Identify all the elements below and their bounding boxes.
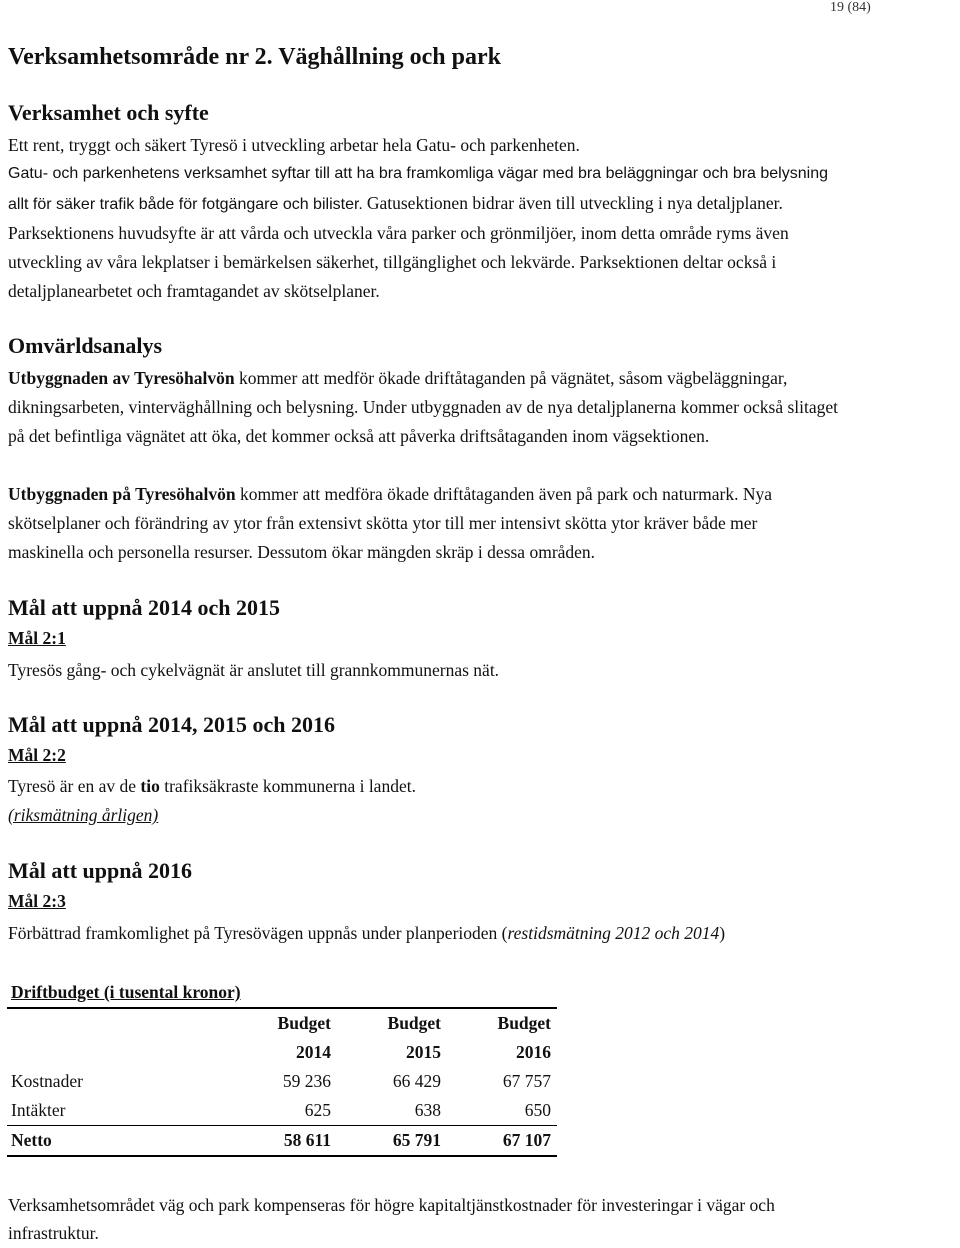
text-span: allt för säker trafik både för fotgängare och bilister.	[8, 196, 363, 213]
table-header-cell: Budget	[497, 1013, 551, 1033]
paragraph-line: på det befintliga vägnätet att öka, det kommer också att påverka driftsåtaganden inom vägsektionen.	[8, 426, 710, 446]
goal-heading: Mål att uppnå 2014 och 2015	[8, 595, 280, 620]
table-row	[7, 1096, 557, 1126]
bold-span: tio	[140, 776, 160, 796]
table-header-row	[7, 1038, 557, 1067]
table-header-cell: 2014	[296, 1042, 331, 1062]
table-cell	[7, 1008, 227, 1038]
text-span: kommer att medför ökade driftåtaganden på vägnätet, såsom vägbeläggningar,	[234, 368, 788, 388]
goal-heading: Mål att uppnå 2016	[8, 858, 192, 883]
paragraph-line-mixed	[8, 189, 783, 219]
table-cell: 58 611	[227, 1126, 337, 1157]
paragraph-line: Parksektionens huvudsyfte är att vårda och utveckla våra parker och grönmiljöer, inom detta område ryms även	[8, 223, 789, 243]
table-cell: 65 791	[337, 1126, 447, 1157]
goal-text	[8, 772, 416, 801]
paragraph-line: skötselplaner och förändring av ytor från extensivt skötta ytor till mer intensivt skötta ytor kräver både mer	[8, 513, 758, 533]
table-header-cell: 2015	[406, 1042, 441, 1062]
paragraph-line: maskinella och personella resurser. Dessutom ökar mängden skräp i dessa områden.	[8, 542, 596, 562]
text-span: Tyresö är en av de	[8, 776, 141, 796]
table-cell: 625	[304, 1100, 331, 1120]
goal-label: Mål 2:3	[8, 891, 66, 911]
row-label: Kostnader	[11, 1071, 83, 1091]
table-header-cell: 2016	[516, 1042, 551, 1062]
bold-span: Utbyggnaden på Tyresöhalvön	[8, 484, 236, 504]
goal-note: (riksmätning årligen)	[8, 805, 159, 825]
row-label: Intäkter	[11, 1100, 66, 1120]
footer-line: Verksamhetsområdet väg och park kompenseras för högre kapitaltjänstkostnader för investeringar i vägar och	[8, 1195, 775, 1215]
goal-label: Mål 2:2	[8, 745, 66, 765]
goal-text	[8, 919, 725, 948]
budget-title: Driftbudget (i tusental kronor)	[7, 978, 557, 1008]
page-number: 19 (84)	[830, 0, 871, 15]
table-title-row	[7, 978, 557, 1008]
bold-span: Utbyggnaden av Tyresöhalvön	[8, 368, 235, 388]
section-heading-verksamhet: Verksamhet och syfte	[8, 100, 209, 125]
section-heading-omvarld: Omvärldsanalys	[8, 333, 163, 358]
paragraph-line	[8, 480, 772, 509]
goal-heading: Mål att uppnå 2014, 2015 och 2016	[8, 712, 335, 737]
row-label: Netto	[7, 1126, 227, 1157]
text-span: Förbättrad framkomlighet på Tyresövägen uppnås under planperioden (	[8, 923, 508, 943]
budget-table	[7, 978, 557, 1157]
table-header-cell: Budget	[277, 1013, 331, 1033]
goal-text: Tyresös gång- och cykelvägnät är anslutet till grannkommunernas nät.	[8, 660, 500, 680]
italic-span: restidsmätning 2012 och 2014	[507, 923, 720, 943]
paragraph-line	[8, 364, 787, 393]
goal-label: Mål 2:1	[8, 628, 66, 648]
footer-line: infrastruktur.	[8, 1223, 99, 1243]
paragraph-line: Ett rent, tryggt och säkert Tyresö i utveckling arbetar hela Gatu- och parkenheten.	[8, 135, 580, 155]
paragraph-line: utveckling av våra lekplatser i bemärkelsen säkerhet, tillgänglighet och lekvärde. Parksektionen deltar också i	[8, 252, 777, 272]
table-cell: 67 757	[502, 1071, 551, 1091]
table-header-cell: Budget	[387, 1013, 441, 1033]
table-row	[7, 1067, 557, 1096]
text-span: )	[719, 923, 726, 943]
text-span: trafiksäkraste kommunerna i landet.	[159, 776, 416, 796]
text-span: kommer att medföra ökade driftåtaganden även på park och naturmark. Nya	[235, 484, 773, 504]
paragraph-line: dikningsarbeten, vinterväghållning och belysning. Under utbyggnaden av de nya detaljplanerna kommer också slitaget	[8, 397, 839, 417]
table-cell: 67 107	[447, 1126, 557, 1157]
table-cell: 59 236	[282, 1071, 331, 1091]
table-header-row	[7, 1008, 557, 1038]
paragraph-line: detaljplanearbetet och framtagandet av skötselplaner.	[8, 281, 380, 301]
table-row-net	[7, 1126, 557, 1157]
table-cell: 638	[414, 1100, 441, 1120]
text-span: Gatusektionen bidrar även till utveckling i nya detaljplaner.	[366, 193, 783, 213]
table-cell: 650	[524, 1100, 551, 1120]
table-cell: 66 429	[392, 1071, 441, 1091]
page-title: Verksamhetsområde nr 2. Väghållning och park	[8, 44, 501, 70]
paragraph-line: Gatu- och parkenhetens verksamhet syftar till att ha bra framkomliga vägar med bra beläggningar och bra belysning	[8, 165, 828, 182]
table-cell	[7, 1038, 227, 1067]
